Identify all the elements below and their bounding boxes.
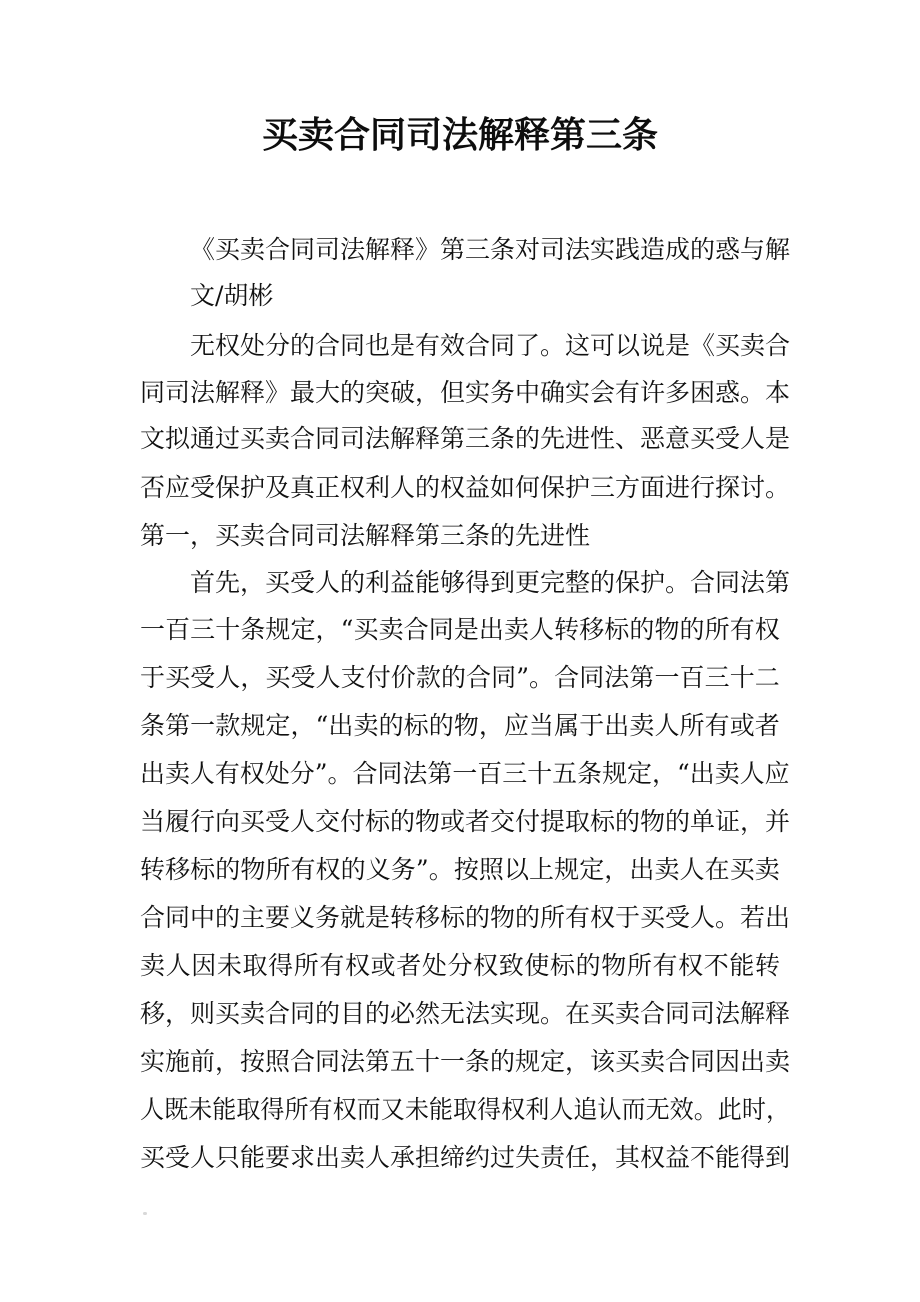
body-line: 无权处分的合同也是有效合同了。这可以说是《买卖合 [190,331,791,360]
author-line: 文/胡彬 [190,281,274,310]
body-line: 首先，买受人的利益能够得到更完整的保护。合同法第 [190,568,791,597]
body-line: 实施前，按照合同法第五十一条的规定，该买卖合同因出卖 [140,1047,791,1076]
body-line: 出卖人有权处分”。合同法第一百三十五条规定，“出卖人应 [140,759,790,788]
body-line: 转移标的物所有权的义务”。按照以上规定，出卖人在买卖 [140,855,780,884]
body-line: 《买卖合同司法解释》第三条对司法实践造成的惑与解 [190,235,791,264]
body-line: 条第一款规定，“出卖的标的物，应当属于出卖人所有或者 [140,711,780,740]
body-line: 买受人只能要求出卖人承担缔约过失责任，其权益不能得到 [140,1143,791,1172]
document-title: 买卖合同司法解释第三条 [261,115,658,156]
body-line: 否应受保护及真正权利人的权益如何保护三方面进行探讨。 [140,473,791,502]
scan-speck [143,1212,147,1215]
body-line: 人既未能取得所有权而又未能取得权利人追认而无效。此时， [140,1095,791,1124]
body-line: 于买受人，买受人支付价款的合同”。合同法第一百三十二 [140,663,780,692]
body-line: 文拟通过买卖合同司法解释第三条的先进性、恶意买受人是 [140,424,791,453]
body-line: 移，则买卖合同的目的必然无法实现。在买卖合同司法解释 [140,999,791,1028]
body-line: 一百三十条规定，“买卖合同是出卖人转移标的物的所有权 [140,615,780,644]
section-heading: 第一，买卖合同司法解释第三条的先进性 [140,521,591,550]
body-line: 当履行向买受人交付标的物或者交付提取标的物的单证，并 [140,807,791,836]
body-line: 同司法解释》最大的突破，但实务中确实会有许多困惑。本 [140,378,791,407]
body-line: 合同中的主要义务就是转移标的物的所有权于买受人。若出 [140,903,791,932]
body-line: 卖人因未取得所有权或者处分权致使标的物所有权不能转 [140,951,781,980]
